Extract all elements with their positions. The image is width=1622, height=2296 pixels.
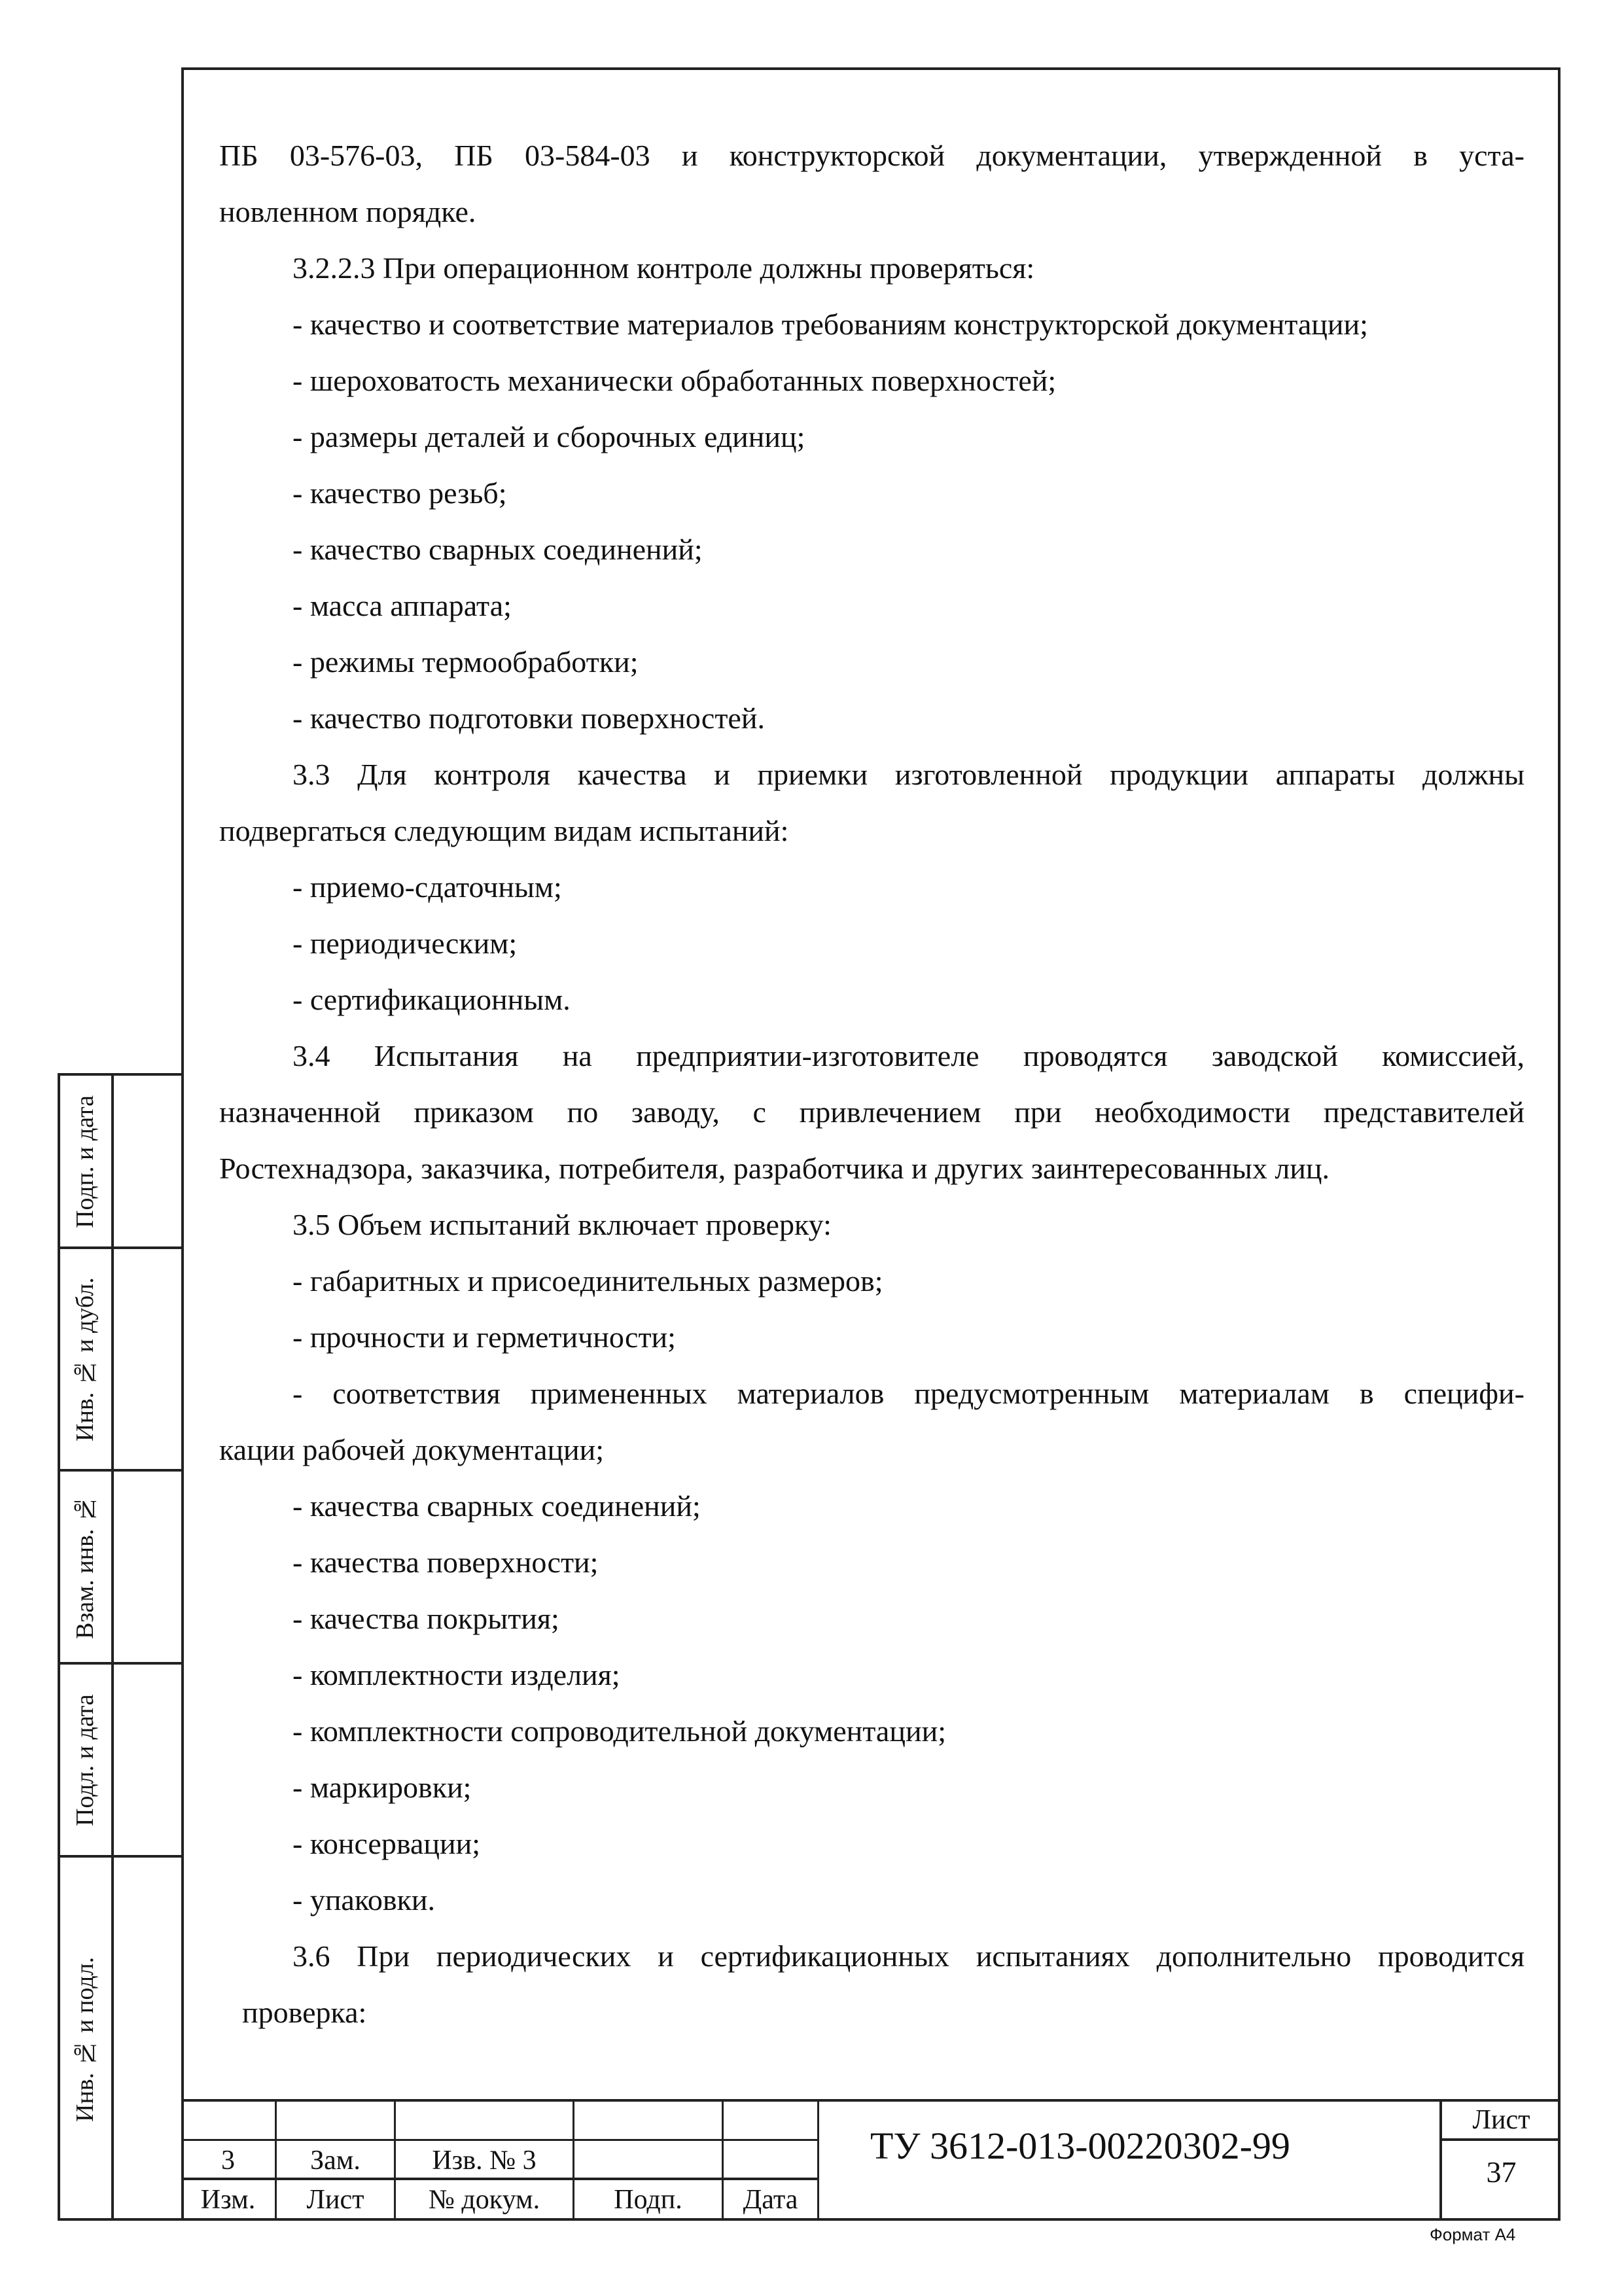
header-date: Дата <box>743 2185 798 2215</box>
list-item: - комплектности изделия; <box>292 1658 620 1691</box>
list-item: - шероховатость механически обработанных поверхностей; <box>292 364 1057 397</box>
stamp-divider <box>58 1855 184 1858</box>
document-code: ТУ 3612-013-00220302-99 <box>870 2125 1290 2167</box>
list-item: - упаковки. <box>292 1883 436 1916</box>
clause-3-4: 3.4 Испытания на предприятии-изготовителе проводятся заводской комиссией, <box>292 1039 1525 1072</box>
stamp-label: Подп. и дата <box>71 1095 99 1228</box>
list-item: - приемо-сдаточным; <box>292 870 562 904</box>
title-block-col <box>817 2099 819 2221</box>
document-body <box>219 128 1525 2041</box>
list-item: - качества поверхности; <box>292 1545 599 1579</box>
body-line: новленном порядке. <box>219 195 476 228</box>
list-item: - размеры деталей и сборочных единиц; <box>292 420 805 453</box>
list-item: - качество и соответствие материалов требованиям конструкторской документации; <box>292 308 1368 341</box>
body-line: проверка: <box>242 1996 367 2029</box>
stamp-divider <box>58 1469 184 1472</box>
list-item: - сертификационным. <box>292 983 571 1016</box>
list-item: - качество сварных соединений; <box>292 533 703 566</box>
clause-3-5: 3.5 Объем испытаний включает проверку: <box>292 1208 832 1241</box>
list-item: - качества сварных соединений; <box>292 1489 701 1523</box>
stamp-label: Инв. № и подл. <box>71 1956 99 2123</box>
sheet-label: Лист <box>1472 2105 1530 2135</box>
list-item: - консервации; <box>292 1827 481 1860</box>
clause-3-2-2-3: 3.2.2.3 При операционном контроле должны проверяться: <box>292 251 1035 285</box>
body-line: подвергаться следующим видам испытаний: <box>219 814 789 847</box>
stamp-label: Взам. инв. № <box>71 1495 99 1639</box>
format-note: Формат А4 <box>1430 2225 1516 2244</box>
list-item: - масса аппарата; <box>292 589 512 622</box>
list-item: - габаритных и присоединительных размеров; <box>292 1264 883 1298</box>
sheet-number: 37 <box>1486 2155 1517 2189</box>
body-line: назначенной приказом по заводу, с привлечением при необходимости представителей <box>219 1095 1525 1129</box>
stamp-divider <box>58 1662 184 1665</box>
list-item: - качество резьб; <box>292 476 507 510</box>
change-document: Изв. № 3 <box>432 2146 537 2176</box>
list-item: - периодическим; <box>292 927 518 960</box>
stamp-label: Инв. № и дубл. <box>71 1277 99 1441</box>
header-list: Лист <box>306 2185 364 2215</box>
list-item: - соответствия примененных материалов предусмотренным материалам в специфи- <box>292 1377 1525 1410</box>
title-block-top-line <box>181 2099 1560 2102</box>
body-line: кации рабочей документации; <box>219 1433 605 1466</box>
header-izm: Изм. <box>200 2185 256 2215</box>
body-line: ПБ 03-576-03, ПБ 03-584-03 и конструкторской документации, утвержденной в уста- <box>219 139 1525 172</box>
list-item: - качество подготовки поверхностей. <box>292 701 765 735</box>
list-item: - качества покрытия; <box>292 1602 559 1635</box>
clause-3-3: 3.3 Для контроля качества и приемки изготовленной продукции аппараты должны <box>292 758 1525 791</box>
list-item: - комплектности сопроводительной документации; <box>292 1714 946 1748</box>
stamp-label: Подл. и дата <box>71 1694 99 1826</box>
header-signature: Подп. <box>614 2185 682 2215</box>
header-doc-number: № докум. <box>428 2185 540 2215</box>
change-type: Зам. <box>310 2146 361 2176</box>
change-number: 3 <box>221 2146 235 2176</box>
stamp-divider <box>111 1073 114 2221</box>
stamp-divider <box>58 1246 184 1249</box>
list-item: - режимы термообработки; <box>292 645 639 679</box>
list-item: - маркировки; <box>292 1771 472 1804</box>
clause-3-6: 3.6 При периодических и сертификационных испытаниях дополнительно проводится <box>292 1939 1525 1973</box>
body-line: Ростехнадзора, заказчика, потребителя, разработчика и других заинтересованных лиц. <box>219 1152 1330 1185</box>
list-item: - прочности и герметичности; <box>292 1320 676 1354</box>
title-block-line <box>1441 2138 1560 2141</box>
